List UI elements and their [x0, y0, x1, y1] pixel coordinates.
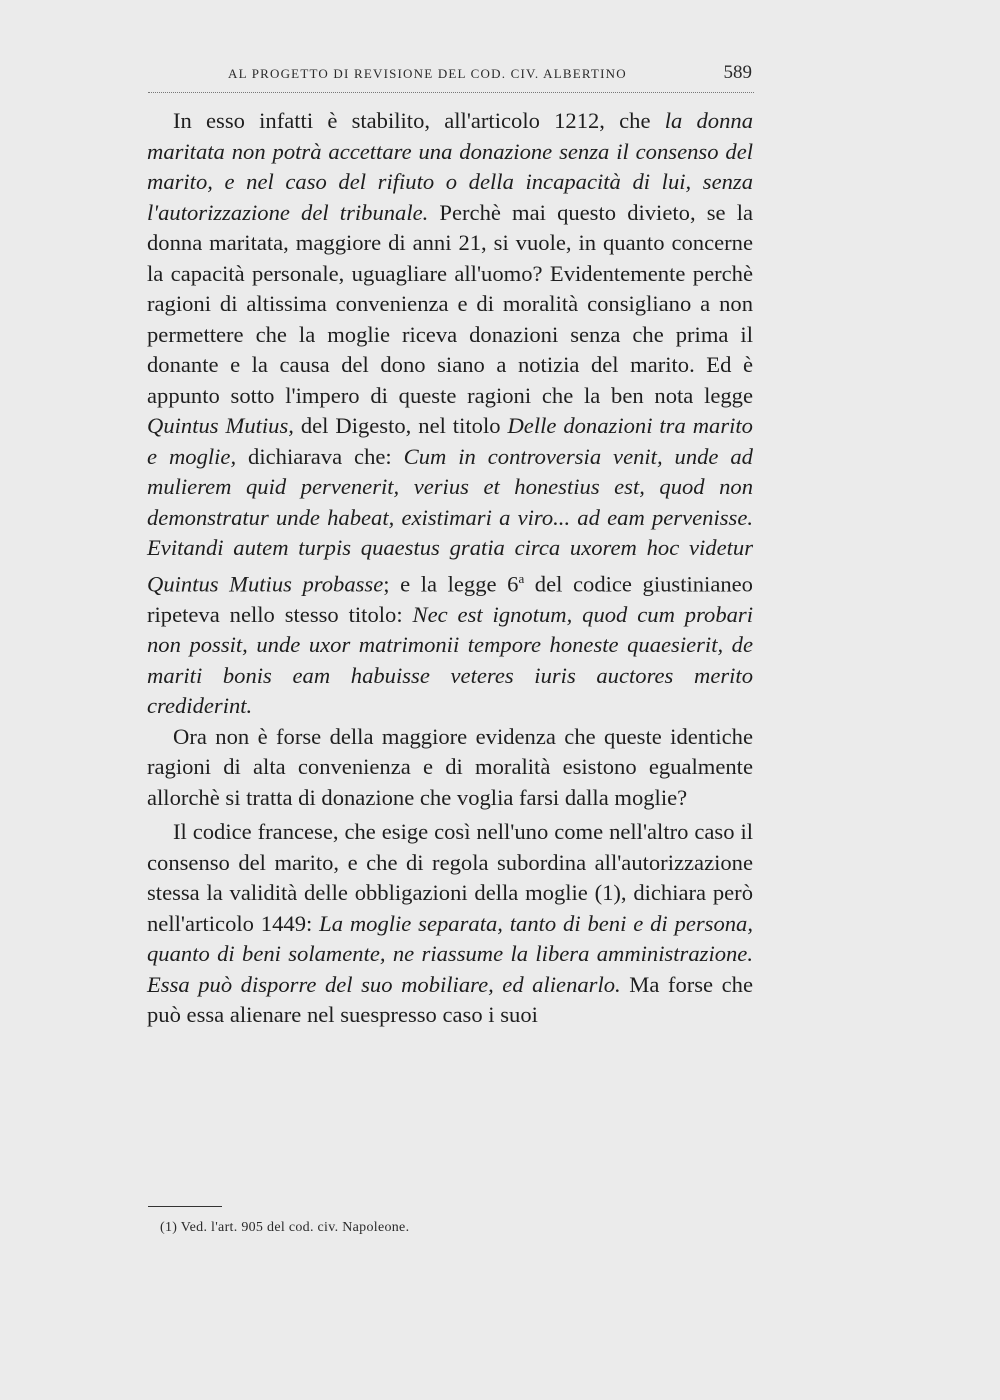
- running-head: [150, 64, 754, 90]
- p1-text-6: del codice giustinianeo ripeteva nello stesso titolo:: [147, 571, 753, 627]
- page-number: 589: [723, 62, 752, 83]
- p1-text-5: ; e la legge 6: [383, 571, 519, 597]
- paragraph-1: [147, 106, 753, 722]
- p1-italic-quote-1: la donna maritata non potrà accettare una donazione senza il consenso del marito, e nel caso del rifiuto o della incapacità di lui, senza l'autorizzazione del tribunale.: [147, 108, 753, 225]
- p1-italic-latin-quote-2: Nec est ignotum, quod cum probari non possit, unde uxor matrimonii tempore honeste quaesierit, de mariti bonis eam habuisse veteres iuris auctores merito crediderint.: [147, 601, 753, 719]
- running-title: AL PROGETTO DI REVISIONE DEL COD. CIV. ALBERTINO: [228, 66, 627, 81]
- footnote: (1) Ved. l'art. 905 del cod. civ. Napoleone.: [160, 1220, 410, 1235]
- p1-text-2: Perchè mai questo divieto, se la donna maritata, maggiore di anni 21, si vuole, in quanto concerne la capacità personale, uguagliare all'uomo? Evidentemente perchè ragioni di altissima convenienza e di moralità consigliano a non permettere che la moglie riceva donazioni senza che prima il donante e la causa del dono siano a notizia del marito. Ed è appunto sotto l'impero di queste ragioni che la ben nota legge: [147, 199, 753, 408]
- p1-text-3: del Digesto, nel titolo: [293, 413, 508, 438]
- p3-text-1: Il codice francese, che esige così nell'uno come nell'altro caso il consenso del marito, e che di regola subordina all'autorizzazione stessa la validità delle obbligazioni della moglie (1), dichiara però nell'articolo 1449:: [147, 819, 753, 936]
- header-dotted-rule: [148, 92, 754, 93]
- p3-italic-quote: La moglie separata, tanto di beni e di persona, quanto di beni solamente, ne riassume la libera amministrazione. Essa può disporre del suo mobiliare, ed alienarlo.: [147, 910, 753, 997]
- p1-text-4: dichiarava che:: [236, 443, 404, 469]
- p3-text-2: Ma forse che può essa alienare nel suespresso caso i suoi: [147, 971, 753, 1028]
- p1-italic-latin-quote-1: Cum in controversia venit, unde ad mulierem quid pervenerit, verius et honestius est, quod non demonstratur unde habeat, existimari a viro... ad eam pervenisse. Evitandi autem turpis quaestus gratia circa uxorem hoc videtur Quintus Mutius probasse: [147, 443, 753, 597]
- p1-text-1: In esso infatti è stabilito, all'articolo 1212, che: [173, 108, 665, 133]
- p1-superscript: a: [518, 570, 525, 586]
- p2-text-1: Ora non è forse della maggiore evidenza che queste identiche ragioni di alta convenienza e di moralità esistono egualmente allorchè si tratta di donazione che voglia farsi dalla moglie?: [147, 723, 753, 810]
- p1-italic-law-name: Quintus Mutius,: [147, 413, 294, 438]
- paragraph-3: [147, 817, 753, 1031]
- body-text: [147, 106, 753, 1031]
- paragraph-2: [147, 722, 753, 814]
- p1-italic-title: Delle donazioni tra marito e moglie,: [147, 413, 753, 469]
- footnote-rule: [148, 1206, 222, 1207]
